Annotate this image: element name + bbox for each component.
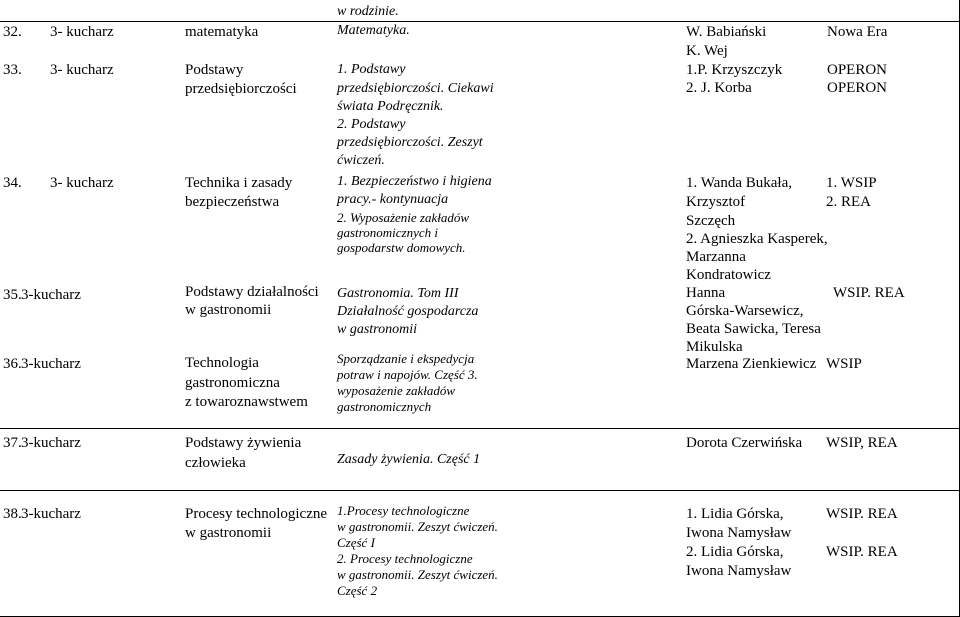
subject-line: Podstawy żywienia [185, 435, 302, 451]
title-line: przedsiębiorczości. Ciekawi [337, 81, 494, 96]
title-line: 1.Procesy technologiczne [337, 503, 470, 518]
title-line: w gastronomii. Zeszyt ćwiczeń. [337, 567, 498, 582]
title-line: 2. Procesy technologiczne [337, 551, 473, 566]
title-line: świata Podręcznik. [337, 99, 444, 114]
author-line: Dorota Czerwińska [686, 435, 803, 451]
subject-line: Technologia [185, 355, 259, 371]
row-class: 3- kucharz [50, 62, 114, 78]
author-line: Kondratowicz [686, 267, 771, 283]
subject-line: Podstawy [185, 62, 244, 78]
author-line: Krzysztof [686, 194, 746, 210]
author-line: Mikulska [686, 339, 743, 355]
subject-line: przedsiębiorczości [185, 81, 297, 97]
author-line: 1.P. Krzyszczyk [686, 62, 783, 78]
row-divider [0, 21, 960, 22]
publisher-line: WSIP, REA [826, 435, 898, 451]
author-line: W. Babiański [686, 24, 767, 40]
author-line: Marzanna [686, 249, 746, 265]
publisher-line: OPERON [827, 80, 888, 96]
title-line: 2. Podstawy [337, 117, 406, 132]
row-divider [0, 490, 960, 491]
title-line: Część 2 [337, 583, 378, 598]
author-line: 2. J. Korba [686, 80, 752, 96]
title-line: przedsiębiorczości. Zeszyt [337, 135, 483, 150]
title-line: gastronomicznych i [337, 225, 438, 240]
publisher-line: WSIP. REA [826, 506, 898, 522]
publisher-line: Nowa Era [827, 24, 888, 40]
subject-line: matematyka [185, 24, 259, 40]
publisher-line: WSIP. REA [833, 285, 905, 301]
author-line: Szczęch [686, 213, 736, 229]
subject-line: człowieka [185, 455, 246, 471]
row-class: 3-kucharz [21, 356, 81, 372]
title-line: Gastronomia. Tom III [337, 286, 459, 301]
publisher-line: 2. REA [826, 194, 871, 210]
subject-line: Procesy technologiczne [185, 506, 328, 522]
row-class: 3- kucharz [50, 175, 114, 191]
author-line: 2. Agnieszka Kasperek, [686, 231, 828, 247]
publisher-line: 1. WSIP [826, 175, 877, 191]
title-line: 1. Bezpieczeństwo i higiena [337, 174, 492, 189]
title-line: Zasady żywienia. Część 1 [337, 452, 481, 467]
title-line: Działalność gospodarcza [337, 304, 479, 319]
row-class: 3-kucharz [21, 435, 81, 451]
author-line: 1. Wanda Bukała, [686, 175, 792, 191]
title-line: w rodzinie. [337, 4, 399, 19]
publisher-line: WSIP. REA [826, 544, 898, 560]
author-line: Marzena Zienkiewicz [686, 356, 817, 372]
publisher-line: WSIP [826, 356, 862, 372]
title-line: Część I [337, 535, 375, 550]
author-line: Iwona Namysław [686, 563, 792, 579]
row-number: 32. [3, 24, 22, 40]
author-line: Hanna [686, 285, 726, 301]
author-line: Beata Sawicka, Teresa [686, 321, 821, 337]
row-number: 36. [3, 356, 22, 372]
row-class: 3-kucharz [21, 287, 81, 303]
row-number: 35. [3, 287, 22, 303]
publisher-line: OPERON [827, 62, 888, 78]
title-line: wyposażenie zakładów [337, 383, 456, 398]
title-line: 2. Wyposażenie zakładów [337, 210, 470, 225]
author-line: 1. Lidia Górska, [686, 506, 784, 522]
subject-line: Technika i zasady [185, 175, 293, 191]
subject-line: gastronomiczna [185, 375, 280, 391]
title-line: gospodarstw domowych. [337, 240, 466, 255]
author-line: 2. Lidia Górska, [686, 544, 784, 560]
subject-line: w gastronomii [185, 525, 272, 541]
title-line: pracy.- kontynuacja [337, 192, 449, 207]
author-line: Iwona Namysław [686, 525, 792, 541]
title-line: ćwiczeń. [337, 153, 385, 168]
title-line: w gastronomii [337, 322, 417, 337]
subject-line: w gastronomii [185, 302, 272, 318]
subject-line: bezpieczeństwa [185, 194, 280, 210]
title-line: 1. Podstawy [337, 62, 406, 77]
title-line: potraw i napojów. Część 3. [337, 367, 478, 382]
row-number: 38. [3, 506, 22, 522]
row-class: 3- kucharz [50, 24, 114, 40]
author-line: K. Wej [686, 43, 728, 59]
title-line: w gastronomii. Zeszyt ćwiczeń. [337, 519, 498, 534]
author-line: Górska-Warsewicz, [686, 303, 804, 319]
row-number: 34. [3, 175, 22, 191]
row-class: 3-kucharz [21, 506, 81, 522]
row-number: 33. [3, 62, 22, 78]
subject-line: Podstawy działalności [185, 284, 319, 300]
subject-line: z towaroznawstwem [185, 394, 308, 410]
title-line: Sporządzanie i ekspedycja [337, 351, 475, 366]
title-line: gastronomicznych [337, 399, 432, 414]
title-line: Matematyka. [337, 23, 410, 38]
row-number: 37. [3, 435, 22, 451]
row-divider [0, 428, 960, 429]
